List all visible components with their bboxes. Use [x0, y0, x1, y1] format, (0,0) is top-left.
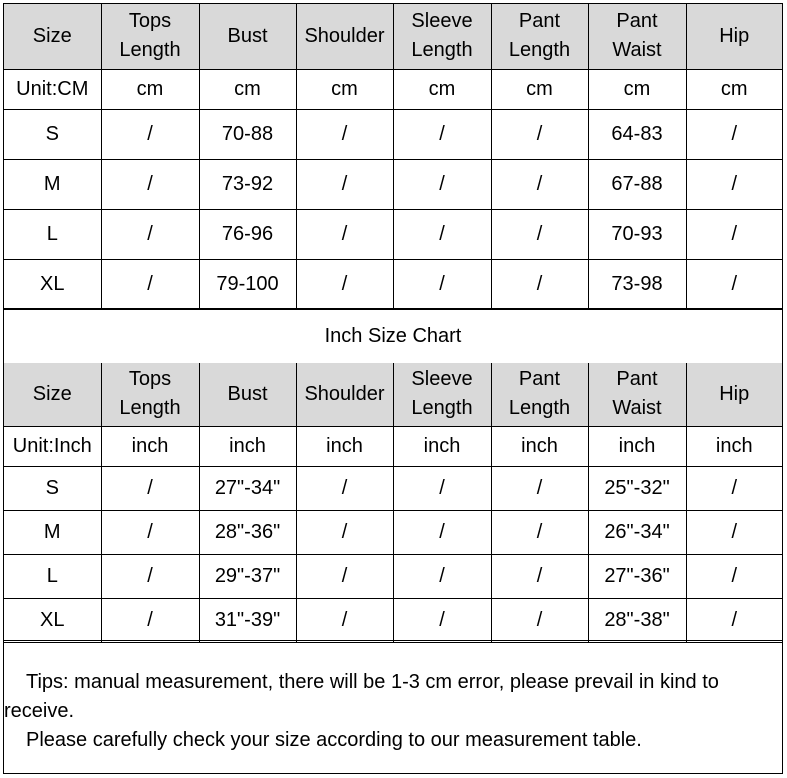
table-cell: / — [101, 259, 199, 309]
table-cell: / — [686, 554, 782, 598]
table-cell: / — [393, 109, 491, 159]
table-cell: / — [393, 554, 491, 598]
cm-size-table — [4, 4, 782, 310]
header-cell-text: Length — [508, 397, 571, 420]
table-row — [4, 109, 782, 159]
header-cell-text: Sleeve — [411, 10, 473, 33]
table-cell: L — [4, 554, 101, 598]
table-cell: 64-83 — [588, 109, 686, 159]
header-cell-text: Length — [411, 397, 473, 420]
table-cell: 28"-38" — [588, 598, 686, 642]
table-cell: / — [296, 554, 393, 598]
header-cell-text: Bust — [227, 24, 268, 47]
table-cell: 79-100 — [199, 259, 296, 309]
header-cell-text: Pant — [518, 10, 561, 33]
header-row — [4, 4, 782, 69]
header-cell — [101, 4, 199, 69]
unit-cell: Unit:Inch — [4, 426, 101, 466]
header-row — [4, 363, 782, 426]
header-cell-text: Sleeve — [411, 368, 473, 391]
header-cell-text: Size — [32, 24, 72, 47]
header-cell — [588, 363, 686, 426]
table-cell: / — [491, 598, 588, 642]
table-cell: / — [393, 159, 491, 209]
table-cell: / — [101, 159, 199, 209]
unit-cell: cm — [199, 69, 296, 109]
table-cell: / — [393, 510, 491, 554]
table-row — [4, 598, 782, 642]
table-cell: / — [393, 466, 491, 510]
header-cell-text: Hip — [719, 24, 750, 47]
header-cell — [101, 363, 199, 426]
table-cell: / — [101, 209, 199, 259]
table-cell: 73-98 — [588, 259, 686, 309]
table-cell: / — [491, 159, 588, 209]
table-cell: / — [491, 554, 588, 598]
header-cell — [588, 4, 686, 69]
table-cell: / — [296, 159, 393, 209]
table-cell: / — [296, 259, 393, 309]
header-cell-text: Tops — [128, 368, 172, 391]
table-cell: / — [101, 510, 199, 554]
unit-cell: Unit:CM — [4, 69, 101, 109]
table-cell: / — [101, 598, 199, 642]
unit-cell: inch — [588, 426, 686, 466]
header-cell — [686, 4, 782, 69]
unit-cell: inch — [296, 426, 393, 466]
table-cell: 28"-36" — [199, 510, 296, 554]
unit-cell: inch — [199, 426, 296, 466]
header-cell — [393, 363, 491, 426]
unit-cell: cm — [491, 69, 588, 109]
header-cell-text: Tops — [128, 10, 172, 33]
table-cell: / — [491, 510, 588, 554]
table-cell: / — [686, 510, 782, 554]
table-cell: / — [491, 466, 588, 510]
table-cell: / — [686, 209, 782, 259]
unit-cell: inch — [686, 426, 782, 466]
table-row — [4, 466, 782, 510]
header-cell-text: Pant — [518, 368, 561, 391]
table-row — [4, 159, 782, 209]
header-cell — [199, 363, 296, 426]
table-cell: / — [686, 466, 782, 510]
table-cell: XL — [4, 598, 101, 642]
table-cell: / — [101, 554, 199, 598]
header-cell-text: Size — [32, 382, 72, 405]
header-cell-text: Bust — [227, 382, 268, 405]
table-cell: / — [686, 159, 782, 209]
header-cell-text: Shoulder — [304, 24, 385, 47]
inch-size-chart-caption: Inch Size Chart — [4, 308, 782, 364]
table-cell: S — [4, 466, 101, 510]
table-row — [4, 554, 782, 598]
table-cell: 73-92 — [199, 159, 296, 209]
header-cell-text: Length — [411, 39, 473, 62]
table-cell: / — [101, 466, 199, 510]
unit-cell: inch — [101, 426, 199, 466]
unit-row — [4, 69, 782, 109]
table-cell: 29"-37" — [199, 554, 296, 598]
unit-cell: cm — [588, 69, 686, 109]
table-cell: / — [686, 259, 782, 309]
header-cell — [4, 4, 101, 69]
header-cell-text: Hip — [719, 382, 750, 405]
table-cell: 31"-39" — [199, 598, 296, 642]
table-cell: 67-88 — [588, 159, 686, 209]
header-cell-text: Waist — [612, 397, 662, 420]
table-cell: / — [393, 259, 491, 309]
tips-section — [4, 640, 782, 773]
table-cell: 27"-34" — [199, 466, 296, 510]
header-cell — [296, 363, 393, 426]
header-cell — [491, 4, 588, 69]
tip-measurement-error: Tips: manual measurement, there will be 1-3 cm error, please prevail in kind to receive. — [4, 671, 719, 722]
table-row — [4, 259, 782, 309]
inch-size-table — [4, 363, 782, 643]
header-cell-text: Length — [508, 39, 571, 62]
table-cell: / — [491, 109, 588, 159]
tip-check-size: Please carefully check your size according to our measurement table. — [26, 729, 642, 751]
table-cell: XL — [4, 259, 101, 309]
table-cell: 76-96 — [199, 209, 296, 259]
unit-cell: inch — [491, 426, 588, 466]
header-cell — [393, 4, 491, 69]
table-cell: / — [686, 109, 782, 159]
table-cell: / — [393, 598, 491, 642]
table-cell: 26"-34" — [588, 510, 686, 554]
header-cell-text: Length — [119, 397, 181, 420]
table-cell: / — [686, 598, 782, 642]
unit-row — [4, 426, 782, 466]
table-cell: L — [4, 209, 101, 259]
unit-cell: cm — [686, 69, 782, 109]
header-cell — [686, 363, 782, 426]
table-cell: 70-93 — [588, 209, 686, 259]
unit-cell: cm — [296, 69, 393, 109]
table-cell: / — [101, 109, 199, 159]
table-cell: / — [296, 209, 393, 259]
table-row — [4, 510, 782, 554]
table-cell: 70-88 — [199, 109, 296, 159]
table-cell: / — [296, 510, 393, 554]
table-cell: / — [296, 466, 393, 510]
table-cell: S — [4, 109, 101, 159]
header-cell — [199, 4, 296, 69]
unit-cell: cm — [393, 69, 491, 109]
table-cell: / — [491, 209, 588, 259]
table-cell: M — [4, 510, 101, 554]
table-cell: / — [393, 209, 491, 259]
header-cell-text: Pant — [616, 10, 658, 33]
table-cell: / — [491, 259, 588, 309]
table-cell: 25"-32" — [588, 466, 686, 510]
header-cell-text: Length — [119, 39, 181, 62]
unit-cell: cm — [101, 69, 199, 109]
header-cell-text: Shoulder — [304, 382, 385, 405]
header-cell — [491, 363, 588, 426]
table-cell: 27"-36" — [588, 554, 686, 598]
header-cell — [296, 4, 393, 69]
table-cell: / — [296, 598, 393, 642]
header-cell-text: Pant — [616, 368, 658, 391]
table-cell: / — [296, 109, 393, 159]
header-cell — [4, 363, 101, 426]
table-row — [4, 209, 782, 259]
unit-cell: inch — [393, 426, 491, 466]
header-cell-text: Waist — [612, 39, 662, 62]
size-chart-sheet — [3, 3, 783, 774]
table-cell: M — [4, 159, 101, 209]
